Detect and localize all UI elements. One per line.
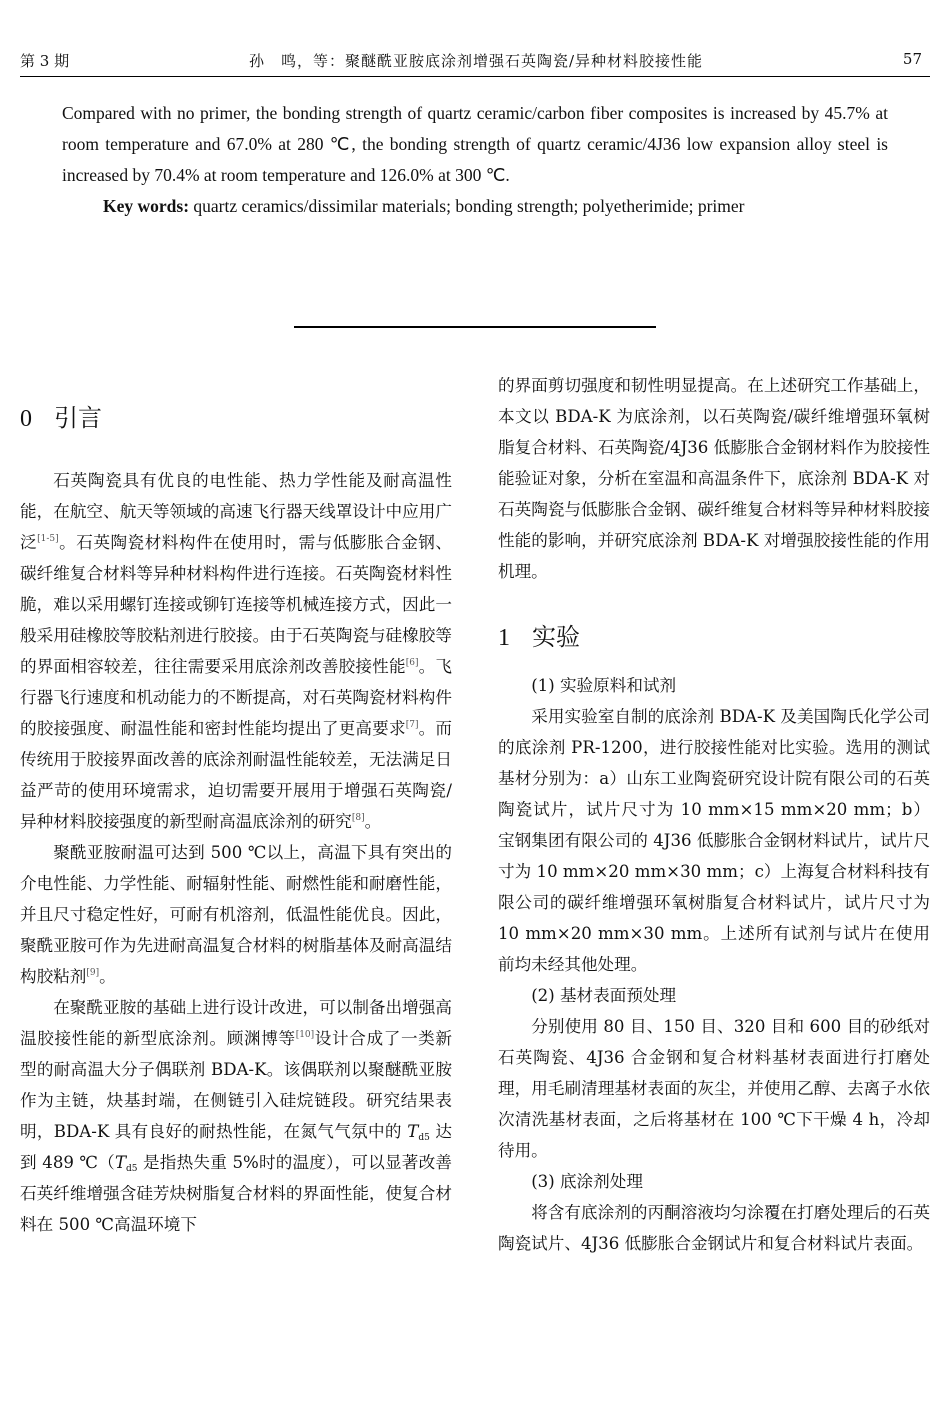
right-column: [498, 370, 930, 1259]
citation: [6]: [405, 658, 419, 668]
keywords-text: quartz ceramics/dissimilar materials; bonding strength; polyetherimide; primer: [193, 196, 745, 216]
keywords-label: Key words:: [103, 196, 190, 216]
subsection-pretreatment: (2) 基材表面预处理: [531, 986, 677, 1005]
header-rule: [20, 76, 930, 77]
page-number: 57: [902, 50, 922, 68]
section-heading-intro: [20, 398, 452, 439]
section-number: 1: [498, 625, 510, 651]
abstract-text: Compared with no primer, the bonding strength of quartz ceramic/carbon fiber composites is increased by 45.7% at room temperature and 67.0% at 280 ℃, the bonding strength of quartz ceramic/4J36 low expansion alloy steel is increased by 70.4% at room temperature and 126.0% at 300 ℃.: [62, 103, 888, 185]
keywords: [62, 191, 888, 222]
section-divider: [294, 326, 656, 328]
left-column: [20, 398, 452, 1240]
section-title: 实验: [532, 623, 580, 651]
issue-number: 第 3 期: [20, 52, 70, 70]
citation: [1-5]: [37, 534, 59, 544]
intro-paragraph-3: 在聚酰亚胺的基础上进行设计改进，可以制备出增强高温胶接性能的新型底涂剂。顾渊博等[10]设计合成了一类新型的耐高温大分子偶联剂 BDA-K。该偶联剂以聚醚酰亚胺作为主链，炔基封端，在侧链引入硅烷链段。研究结果表明，BDA-K 具有良好的耐热性能，在氮气气氛中的 $T_{d5}$ 达到 489 $℃(T_{d5}$ 是指热失重 5%时的温度），可以显著改善石英纤维增强含硅芳炔树脂复合材料的界面性能，使复合材料在 500 ℃高温环境下: [20, 998, 453, 1234]
section-title: 引言: [54, 404, 102, 432]
subsection-primer: (3) 底涂剂处理: [531, 1172, 643, 1191]
running-title: 孙 鸣，等：聚醚酰亚胺底涂剂增强石英陶瓷/异种材料胶接性能: [248, 52, 704, 70]
intro-paragraph-2: 聚酰亚胺耐温可达到 500 ℃以上，高温下具有突出的介电性能、力学性能、耐辐射性能、耐燃性能和耐磨性能，并且尺寸稳定性好，可耐有机溶剂，低温性能优良。因此，聚酰亚胺可作为先进耐高温复合材料的树脂基体及耐高温结构胶粘剂[9]。: [20, 843, 452, 986]
section-number: 0: [20, 406, 32, 432]
section-heading-experiment: [498, 617, 930, 658]
running-header: [20, 50, 932, 72]
primer-paragraph: 将含有底涂剂的丙酮溶液均匀涂覆在打磨处理后的石英陶瓷试片、4J36 低膨胀合金钢试片和复合材料试片表面。: [498, 1203, 930, 1253]
intro-paragraph-1: 石英陶瓷具有优良的电性能、热力学性能及耐高温性能，在航空、航天等领域的高速飞行器天线罩设计中应用广泛[1-5]。石英陶瓷材料构件在使用时，需与低膨胀合金钢、碳纤维复合材料等异种材料构件进行连接。石英陶瓷材料性脆，难以采用螺钉连接或铆钉连接等机械连接方式，因此一般采用硅橡胶等胶粘剂进行胶接。由于石英陶瓷与硅橡胶等的界面相容较差，往往需要采用底涂剂改善胶接性能[6]。飞行器飞行速度和机动能力的不断提高，对石英陶瓷材料构件的胶接强度、耐温性能和密封性能均提出了更高要求[7]。而传统用于胶接界面改善的底涂剂耐温性能较差，无法满足日益严苛的使用环境需求，迫切需要开展用于增强石英陶瓷/异种材料胶接强度的新型耐高温底涂剂的研究[8]。: [20, 471, 453, 831]
citation: [7]: [405, 720, 419, 730]
english-abstract: [62, 98, 888, 222]
citation: [8]: [351, 813, 365, 823]
intro-paragraph-4: 的界面剪切强度和韧性明显提高。在上述研究工作基础上，本文以 BDA-K 为底涂剂，以石英陶瓷/碳纤维增强环氧树脂复合材料、石英陶瓷/4J36 低膨胀合金钢材料作为胶接性能验证对象，分析在室温和高温条件下，底涂剂 BDA-K 对石英陶瓷与低膨胀合金钢、碳纤维复合材料等异种材料胶接性能的影响，并研究底涂剂 BDA-K 对增强胶接性能的作用机理。: [498, 376, 930, 581]
materials-paragraph: 采用实验室自制的底涂剂 BDA-K 及美国陶氏化学公司的底涂剂 PR-1200，进行胶接性能对比实验。选用的测试基材分别为：a）山东工业陶瓷研究设计院有限公司的石英陶瓷试片，试片尺寸为 10 mm×15 mm×20 mm；b）宝钢集团有限公司的 4J36 低膨胀合金钢材料试片，试片尺寸为 10 mm×20 mm×30 mm；c）上海复合材料科技有限公司的碳纤维增强环氧树脂复合材料试片，试片尺寸为 10 mm×20 mm×30 mm。上述所有试剂与试片在使用前均未经其他处理。: [498, 707, 930, 974]
pretreatment-paragraph: 分别使用 80 目、150 目、320 目和 600 目的砂纸对石英陶瓷、4J36 合金钢和复合材料基材表面进行打磨处理，用毛刷清理基材表面的灰尘，并使用乙醇、去离子水依次清洗基材表面，之后将基材在 100 ℃下干燥 4 h，冷却待用。: [498, 1017, 930, 1160]
citation: [10]: [295, 1030, 315, 1040]
citation: [9]: [86, 968, 100, 978]
subsection-materials: (1) 实验原料和试剂: [531, 676, 677, 695]
